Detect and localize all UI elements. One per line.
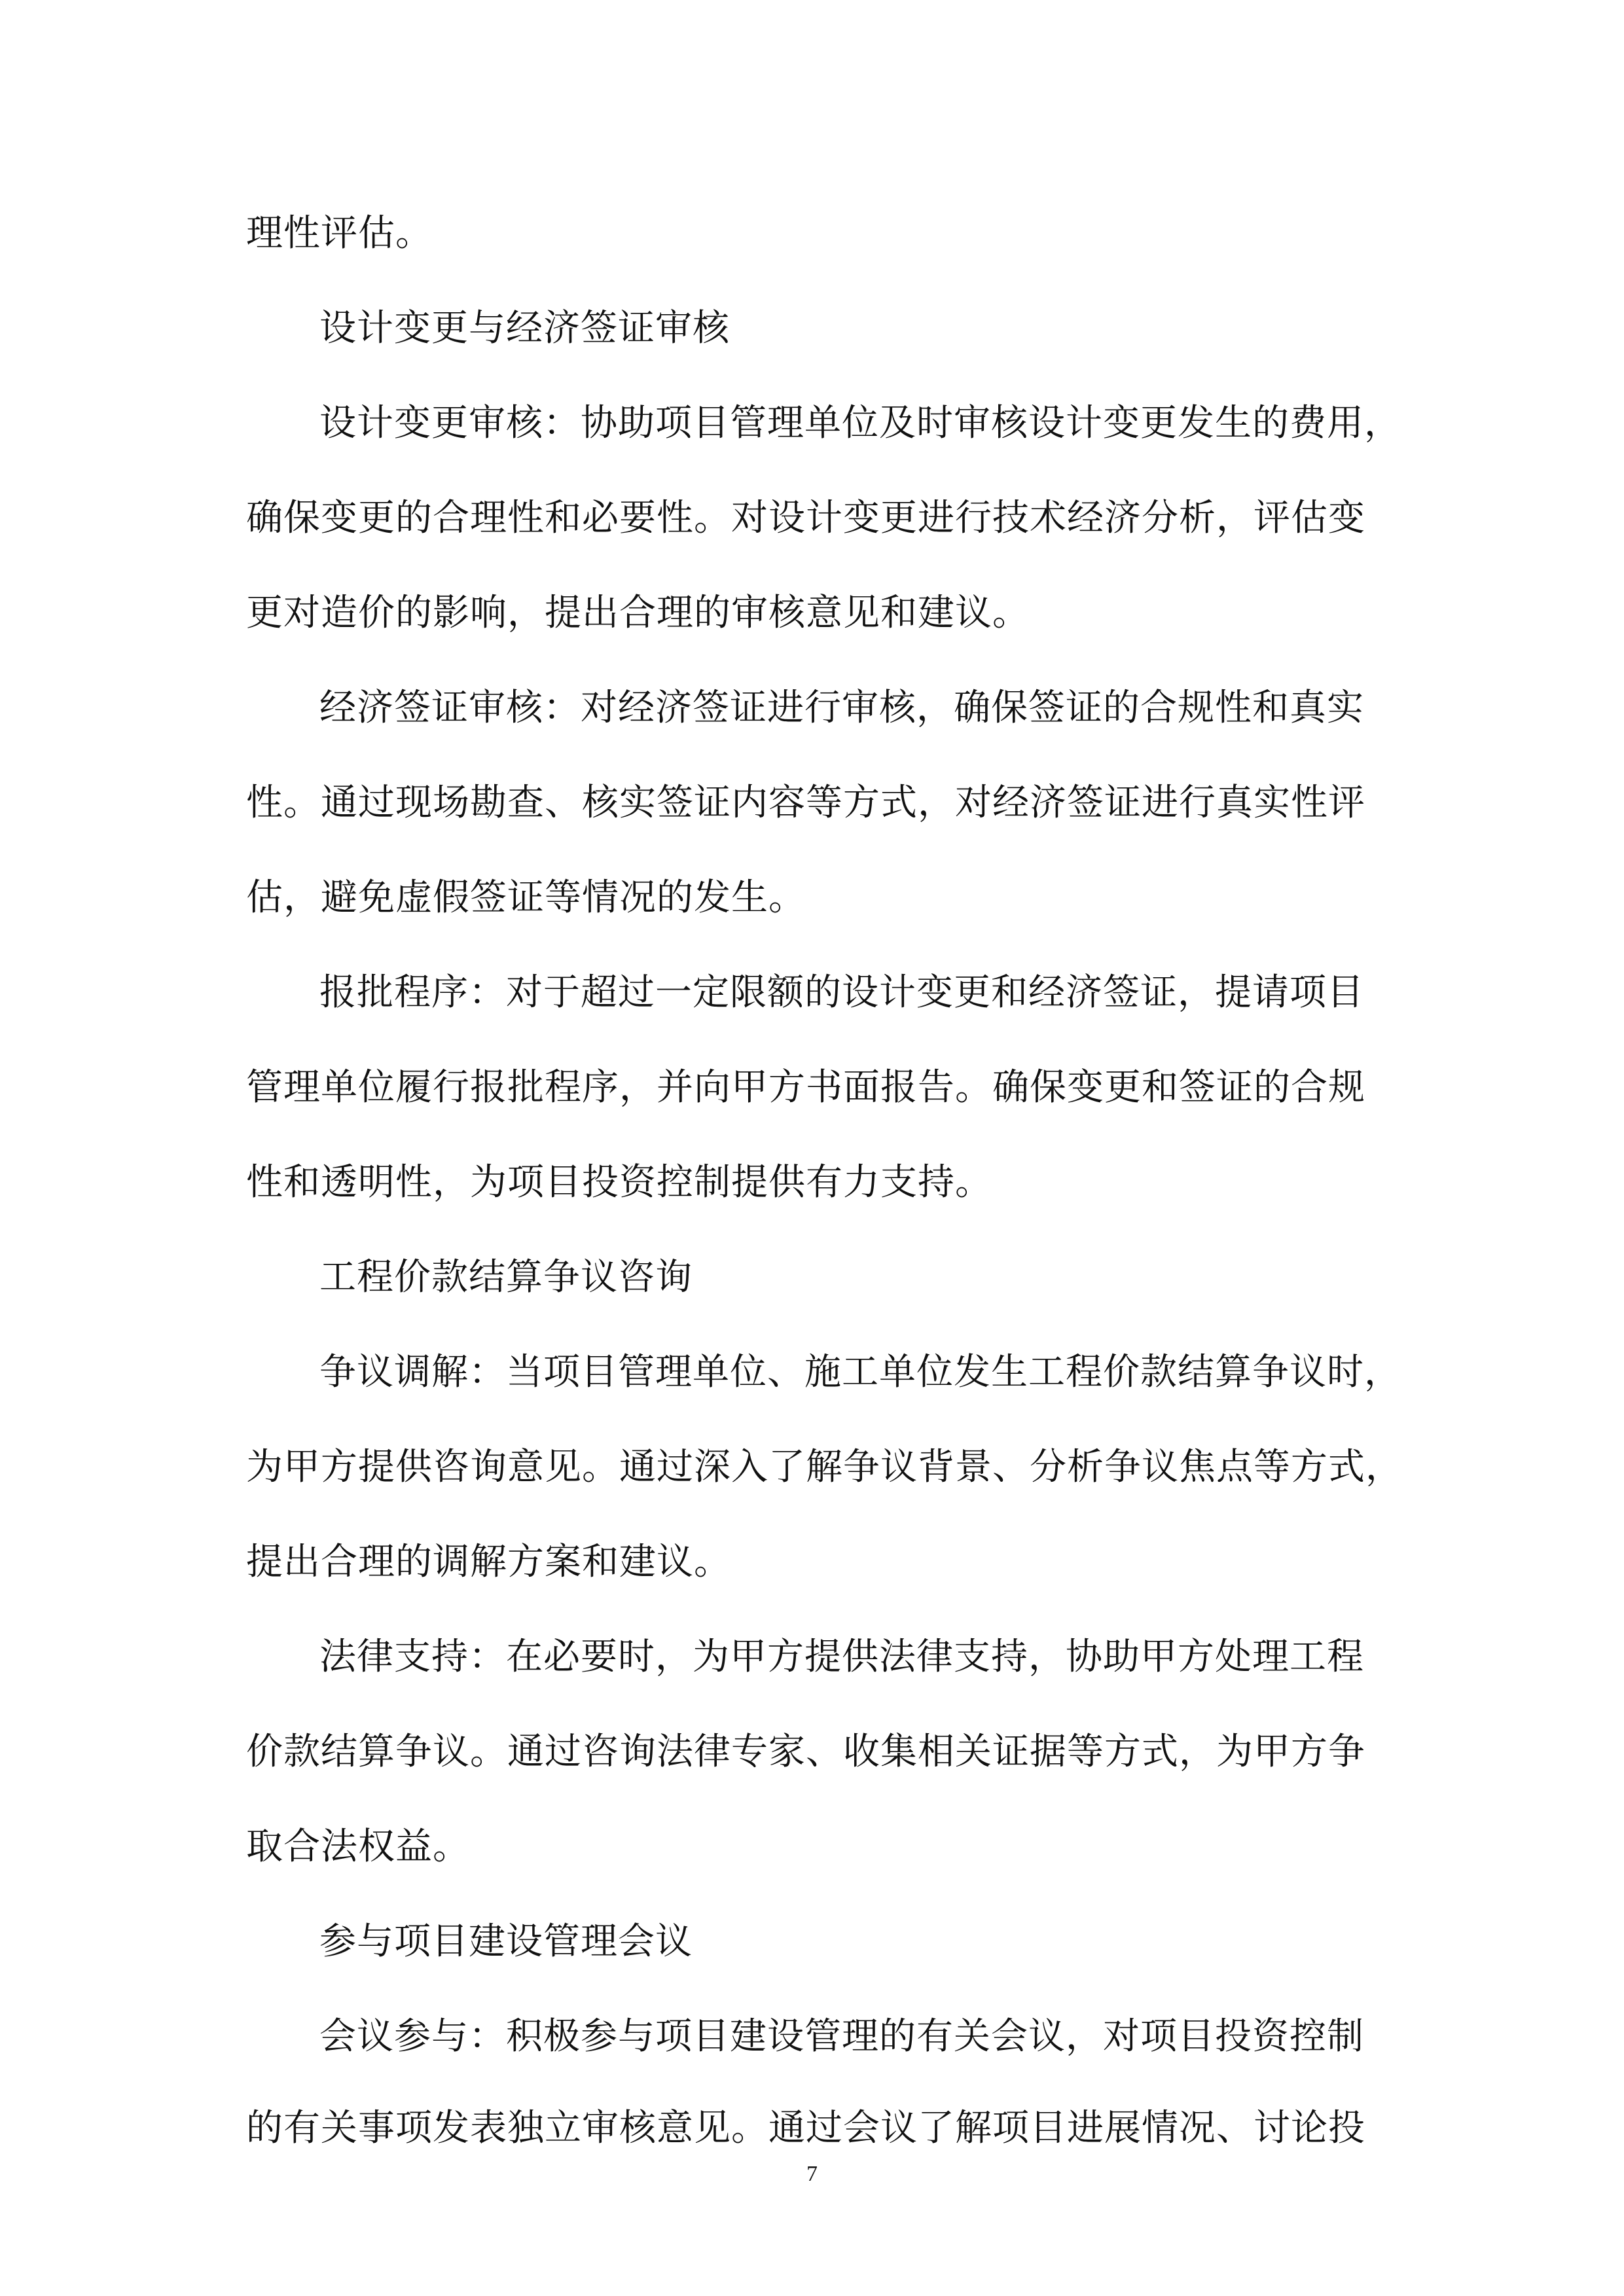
text-line-6: 经济签证审核：对经济签证进行审核，确保签证的合规性和真实 xyxy=(319,687,1364,729)
section-heading-settlement-dispute: 工程价款结算争议咨询 xyxy=(319,1256,693,1299)
text-line-18: 取合法权益。 xyxy=(246,1825,470,1868)
text-line-4: 确保变更的合理性和必要性。对设计变更进行技术经济分析，评估变 xyxy=(246,497,1365,539)
text-line-14: 为甲方提供咨询意见。通过深入了解争议背景、分析争议焦点等方式， xyxy=(246,1446,1403,1488)
text-line-13: 争议调解：当项目管理单位、施工单位发生工程价款结算争议时， xyxy=(319,1351,1401,1393)
page-number: 7 xyxy=(806,2162,818,2186)
text-line-17: 价款结算争议。通过咨询法律专家、收集相关证据等方式，为甲方争 xyxy=(246,1731,1365,1773)
section-heading-management-meetings: 参与项目建设管理会议 xyxy=(319,1920,693,1963)
text-line-21: 的有关事项发表独立审核意见。通过会议了解项目进展情况、讨论投 xyxy=(246,2107,1365,2149)
text-line-16: 法律支持：在必要时，为甲方提供法律支持，协助甲方处理工程 xyxy=(319,1636,1364,1678)
text-line-11: 性和透明性，为项目投资控制提供有力支持。 xyxy=(246,1161,992,1204)
text-line-9: 报批程序：对于超过一定限额的设计变更和经济签证，提请项目 xyxy=(319,971,1364,1014)
text-line-7: 性。通过现场勘查、核实签证内容等方式，对经济签证进行真实性评 xyxy=(246,781,1365,824)
text-line-15: 提出合理的调解方案和建议。 xyxy=(246,1541,731,1583)
text-line-1: 理性评估。 xyxy=(246,212,433,255)
text-line-5: 更对造价的影响，提出合理的审核意见和建议。 xyxy=(246,592,1030,634)
text-line-20: 会议参与：积极参与项目建设管理的有关会议，对项目投资控制 xyxy=(319,2015,1364,2058)
section-heading-design-change: 设计变更与经济签证审核 xyxy=(319,307,730,350)
text-line-10: 管理单位履行报批程序，并向甲方书面报告。确保变更和签证的合规 xyxy=(246,1066,1365,1109)
text-line-3: 设计变更审核：协助项目管理单位及时审核设计变更发生的费用， xyxy=(319,402,1401,444)
text-line-8: 估，避免虚假签证等情况的发生。 xyxy=(246,876,806,919)
